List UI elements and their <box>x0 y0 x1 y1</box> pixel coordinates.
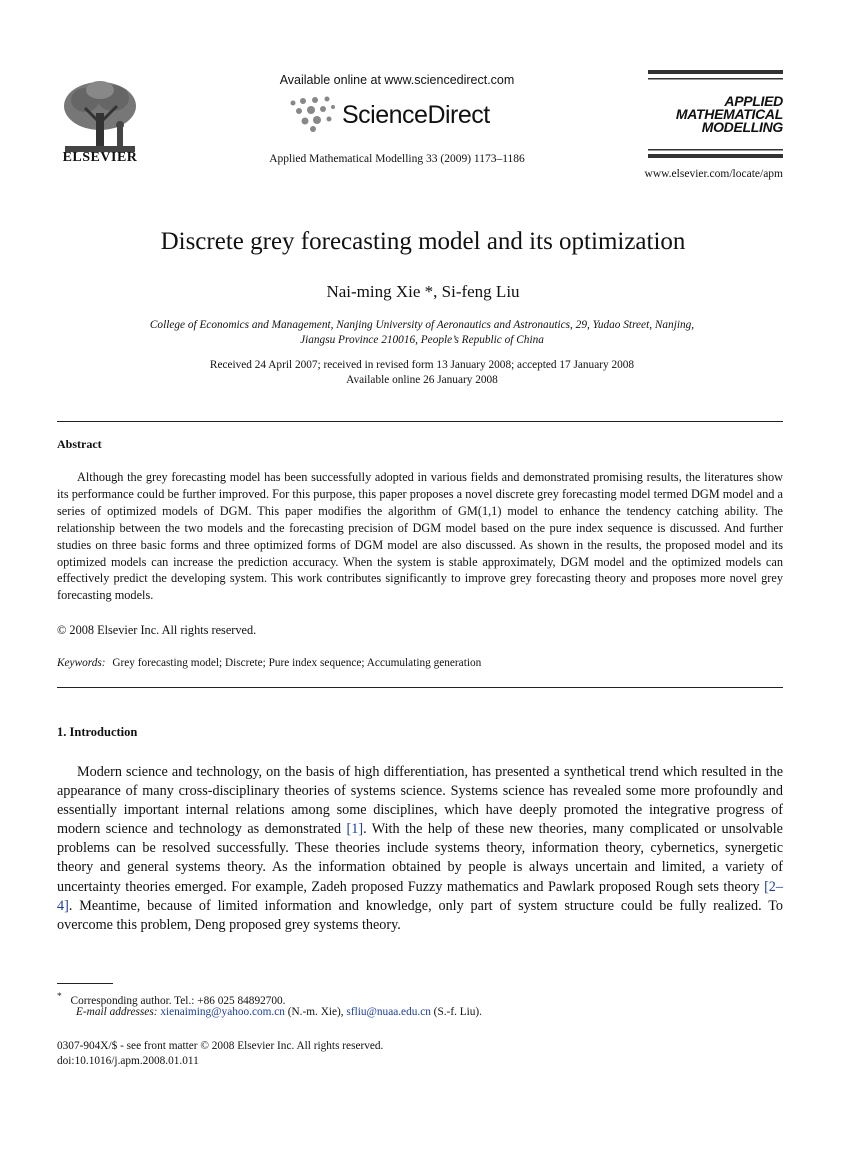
affiliation <box>60 318 784 348</box>
journal-logo-line: MATHEMATICAL <box>675 106 783 122</box>
introduction-paragraph <box>57 763 783 935</box>
citation-link[interactable]: [1] <box>346 821 364 838</box>
keywords <box>57 657 783 669</box>
email-owner: (N.-m. Xie), <box>284 1006 347 1018</box>
footnote-marker: * <box>57 992 62 1002</box>
abstract-text: Although the grey forecasting model has been successfully adopted in various fields and demonstrated promising results, the literatures show its performance could be further improved. For this purpose, this paper proposes a novel discrete grey forecasting model termed DGM model and a series of optimized models of DGM. This paper modifies the algorithm of GM(1,1) model to enhance the tendency catching ability. The relationship between the two models and the forecasting precision of DGM model based on the pure index sequence is discussed. And further studies on three basic forms and three optimized forms of DGM model are also discussed. As shown in the results, the proposed model and its optimized models can increase the prediction accuracy. When the system is stable approximately, DGM model and the optimized models can effectively predict the developing system. This work contributes significantly to improve grey forecasting theory and proposes more novel grey forecasting models. <box>57 470 783 603</box>
divider <box>57 421 783 422</box>
email-label: E-mail addresses: <box>76 1006 158 1018</box>
article-dates <box>60 358 784 388</box>
intro-text: Modern science and technology, on the basis of high differentiation, has presented a synthetical trend which resulted in the appearance of many cross-disciplinary theories of systems science. Systems science has revealed some more profoundly and essentially important internal relations among some disciplines, which have deeply promoted the integrative progress of modern science and technology as demonstrated <box>57 764 783 838</box>
email-link[interactable]: xienaiming@yahoo.com.cn <box>160 1006 285 1018</box>
journal-url[interactable]: www.elsevier.com/locate/apm <box>644 168 783 180</box>
paper-title: Discrete grey forecasting model and its optimization <box>160 228 686 255</box>
doi-line[interactable]: doi:10.1016/j.apm.2008.01.011 <box>57 1055 199 1067</box>
sciencedirect-wordmark: ScienceDirect <box>342 101 490 129</box>
author-list: Nai-ming Xie *, Si-feng Liu <box>326 282 520 301</box>
available-online: Available online at www.sciencedirect.com <box>279 73 515 87</box>
keywords-list: Grey forecasting model; Discrete; Pure index sequence; Accumulating generation <box>112 657 482 669</box>
intro-text: . Meantime, because of limited information and knowledge, only part of system structure could be fully realized. To overcome this problem, Deng proposed grey systems theory. <box>57 897 783 933</box>
journal-citation: Applied Mathematical Modelling 33 (2009) 1173–1186 <box>269 153 525 165</box>
issn-line: 0307-904X/$ - see front matter © 2008 Elsevier Inc. All rights reserved. <box>57 1040 384 1052</box>
divider <box>57 687 783 688</box>
section-heading: 1. Introduction <box>57 725 138 739</box>
affiliation-line: College of Economics and Management, Nanjing University of Aeronautics and Astronautics, 29, Yudao Street, Nanjing, <box>149 319 695 331</box>
footnote-divider <box>57 983 113 984</box>
intro-text: . With the help of these new theories, many complicated or unsolvable problems can be resolved successfully. These theories include systems theory, information theory, cybernetics, synergetic theory and general systems theory. As the information obtained by people is always uncertain and limited, a variety of uncertainty theories emerged. For example, Zadeh proposed Fuzzy mathematics and Pawlark proposed Rough sets theory <box>57 821 783 895</box>
citation-link[interactable]: [2–4] <box>57 878 783 914</box>
journal-logo-line: APPLIED <box>724 93 783 109</box>
footnote-text: Corresponding author. Tel.: +86 025 84892700. <box>70 994 286 1007</box>
abstract-copyright: © 2008 Elsevier Inc. All rights reserved. <box>57 623 257 637</box>
footnote-emails <box>76 1005 783 1020</box>
elsevier-wordmark: ELSEVIER <box>62 150 138 165</box>
email-link[interactable]: sfliu@nuaa.edu.cn <box>346 1006 431 1018</box>
journal-logo-line: MODELLING <box>701 119 783 135</box>
keywords-label: Keywords: <box>57 657 106 669</box>
online-date: Available online 26 January 2008 <box>346 374 498 386</box>
received-dates: Received 24 April 2007; received in revised form 13 January 2008; accepted 17 January 2008 <box>209 359 635 371</box>
email-owner: (S.-f. Liu). <box>430 1006 482 1018</box>
affiliation-line: Jiangsu Province 210016, People’s Republic of China <box>300 334 544 346</box>
journal-logo-text <box>648 95 783 134</box>
abstract-heading: Abstract <box>57 437 102 451</box>
